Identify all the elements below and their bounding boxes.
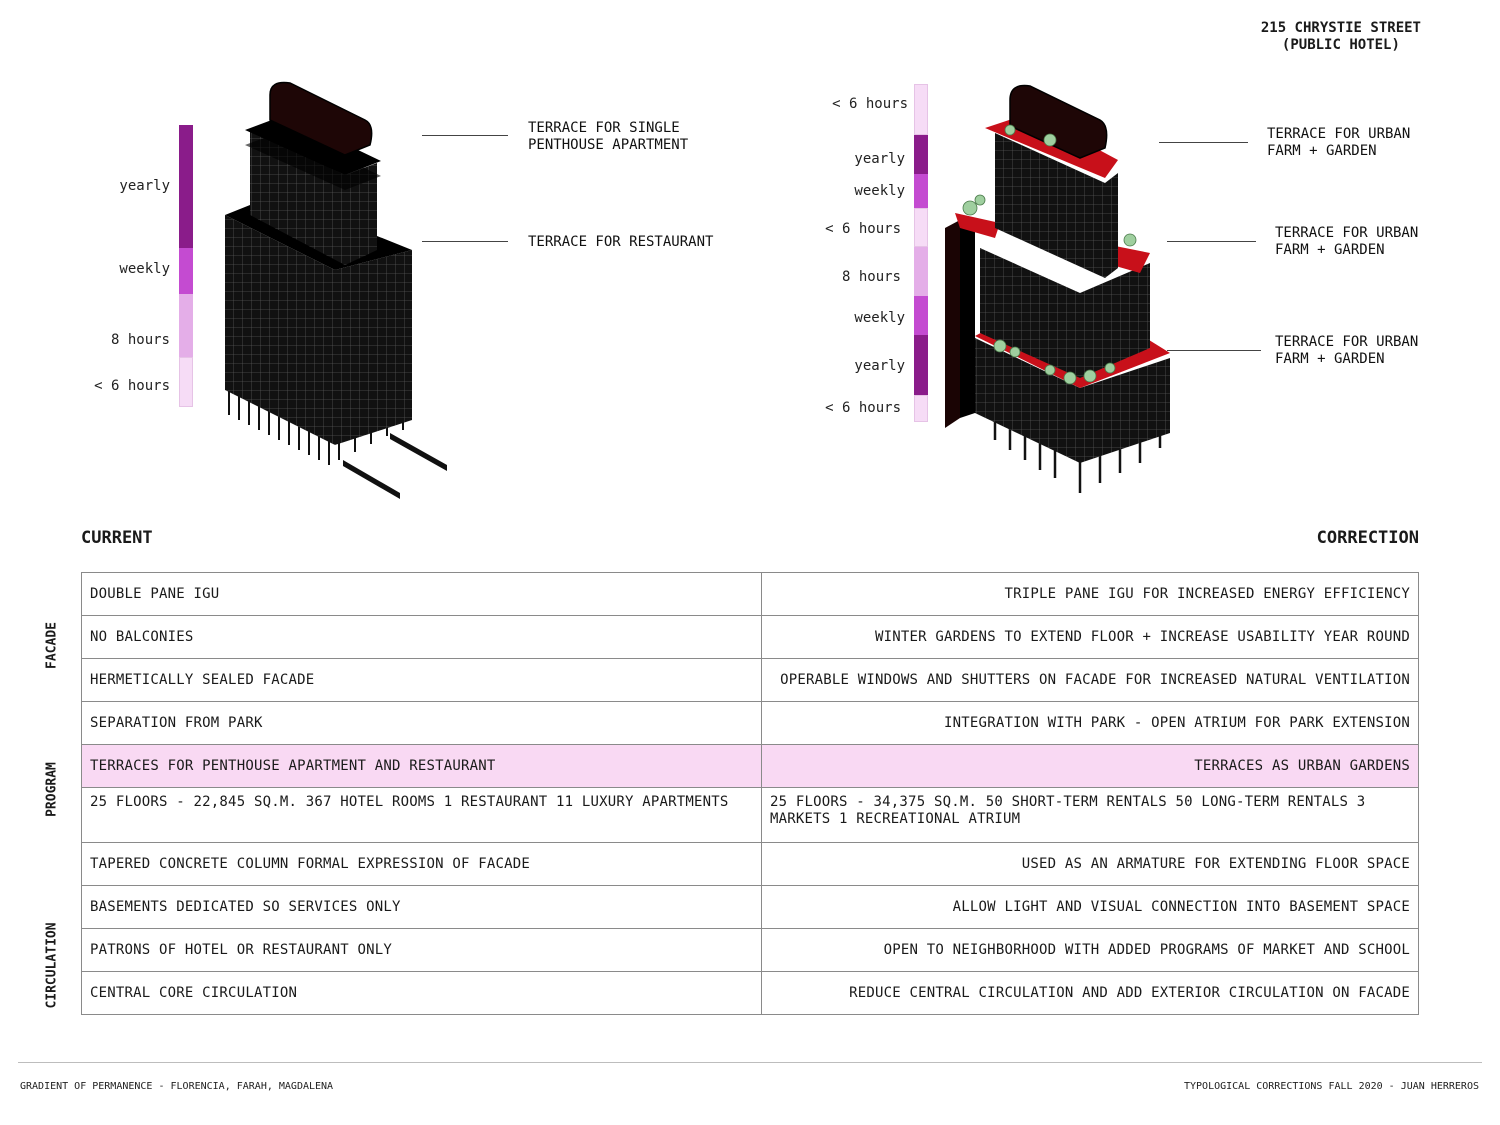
table-row [82,616,1419,659]
table-row [82,843,1419,886]
current-scale-label: < 6 hours [94,378,170,394]
correction-scale-label: 8 hours [841,269,901,285]
current-cell: BASEMENTS DEDICATED SO SERVICES ONLY [82,886,762,929]
current-scale-label: 8 hours [110,332,170,348]
callout-line [1167,350,1261,351]
correction-cell: 25 FLOORS - 34,375 SQ.M. 50 SHORT-TERM RENTALS 50 LONG-TERM RENTALS 3 MARKETS 1 RECREATIONAL ATRIUM [762,788,1419,843]
correction-cell: ALLOW LIGHT AND VISUAL CONNECTION INTO BASEMENT SPACE [762,886,1419,929]
scale-segment-yearly [179,125,193,248]
callout-line [1159,142,1248,143]
current-scale-label: yearly [119,178,170,194]
callout-terrace-penthouse: TERRACE FOR SINGLE PENTHOUSE APARTMENT [528,120,689,153]
footer-left: GRADIENT OF PERMANENCE - FLORENCIA, FARAH, MAGDALENA [20,1081,334,1092]
correction-cell: TERRACES AS URBAN GARDENS [762,745,1419,788]
scale-segment-8-hours [179,294,193,357]
correction-cell: OPEN TO NEIGHBORHOOD WITH ADDED PROGRAMS OF MARKET AND SCHOOL [762,929,1419,972]
current-cell: SEPARATION FROM PARK [82,702,762,745]
scale-segment-6-hours [914,208,928,247]
current-cell: PATRONS OF HOTEL OR RESTAURANT ONLY [82,929,762,972]
current-cell: 25 FLOORS - 22,845 SQ.M. 367 HOTEL ROOMS 1 RESTAURANT 11 LUXURY APARTMENTS [82,788,762,843]
current-cell: HERMETICALLY SEALED FACADE [82,659,762,702]
title-line-1: 215 CHRYSTIE STREET [1260,20,1421,36]
callout-line [422,241,508,242]
callout-terrace-urban-farm: TERRACE FOR URBAN FARM + GARDEN [1275,334,1419,367]
current-cell: DOUBLE PANE IGU [82,573,762,616]
footer-divider [18,1062,1482,1063]
callout-line [1167,241,1256,242]
scale-segment-8-hours [914,247,928,296]
correction-scale-bar [914,84,928,422]
table-row [82,972,1419,1015]
callout-terrace-urban-farm: TERRACE FOR URBAN FARM + GARDEN [1267,126,1411,159]
table-row [82,886,1419,929]
table-row [82,702,1419,745]
callout-terrace-restaurant: TERRACE FOR RESTAURANT [528,234,714,250]
title-line-2: (PUBLIC HOTEL) [1281,37,1400,53]
correction-scale-label: yearly [854,151,905,167]
correction-cell: TRIPLE PANE IGU FOR INCREASED ENERGY EFFICIENCY [762,573,1419,616]
scale-segment-weekly [179,248,193,294]
correction-cell: INTEGRATION WITH PARK - OPEN ATRIUM FOR PARK EXTENSION [762,702,1419,745]
scale-segment-yearly [914,135,928,174]
current-cell: TERRACES FOR PENTHOUSE APARTMENT AND RESTAURANT [82,745,762,788]
correction-cell: REDUCE CENTRAL CIRCULATION AND ADD EXTERIOR CIRCULATION ON FACADE [762,972,1419,1015]
current-scale-bar [179,125,193,407]
correction-scale-label: yearly [854,358,905,374]
table-row-highlighted [82,745,1419,788]
current-scale-label: weekly [119,261,170,277]
callout-line [422,135,508,136]
current-header: CURRENT [81,528,153,548]
current-building-axonometric [215,75,460,505]
scale-segment-6-hours [179,357,193,407]
correction-building-axonometric [940,78,1180,503]
current-cell: NO BALCONIES [82,616,762,659]
table-row [82,573,1419,616]
correction-scale-label: weekly [854,183,905,199]
table-row [82,788,1419,843]
correction-scale-label: weekly [854,310,905,326]
current-cell: CENTRAL CORE CIRCULATION [82,972,762,1015]
page-title [1261,20,1421,54]
comparison-table [81,572,1419,1015]
group-label-facade: FACADE [44,622,60,669]
table-row [82,659,1419,702]
group-label-program: PROGRAM [44,762,60,817]
scale-segment-weekly [914,174,928,208]
correction-cell: OPERABLE WINDOWS AND SHUTTERS ON FACADE FOR INCREASED NATURAL VENTILATION [762,659,1419,702]
correction-cell: USED AS AN ARMATURE FOR EXTENDING FLOOR SPACE [762,843,1419,886]
correction-scale-label: < 6 hours [832,96,908,112]
table-row [82,929,1419,972]
scale-segment-6-hours [914,84,928,135]
correction-header: CORRECTION [1316,528,1419,548]
scale-segment-weekly [914,296,928,335]
group-label-circulation: CIRCULATION [44,922,60,1009]
correction-cell: WINTER GARDENS TO EXTEND FLOOR + INCREASE USABILITY YEAR ROUND [762,616,1419,659]
correction-scale-label: < 6 hours [825,400,901,416]
callout-terrace-urban-farm: TERRACE FOR URBAN FARM + GARDEN [1275,225,1419,258]
scale-segment-6-hours [914,395,928,422]
footer-right: TYPOLOGICAL CORRECTIONS FALL 2020 - JUAN HERREROS [1183,1081,1479,1092]
scale-segment-yearly [914,335,928,395]
correction-scale-label: < 6 hours [825,221,901,237]
current-cell: TAPERED CONCRETE COLUMN FORMAL EXPRESSION OF FACADE [82,843,762,886]
